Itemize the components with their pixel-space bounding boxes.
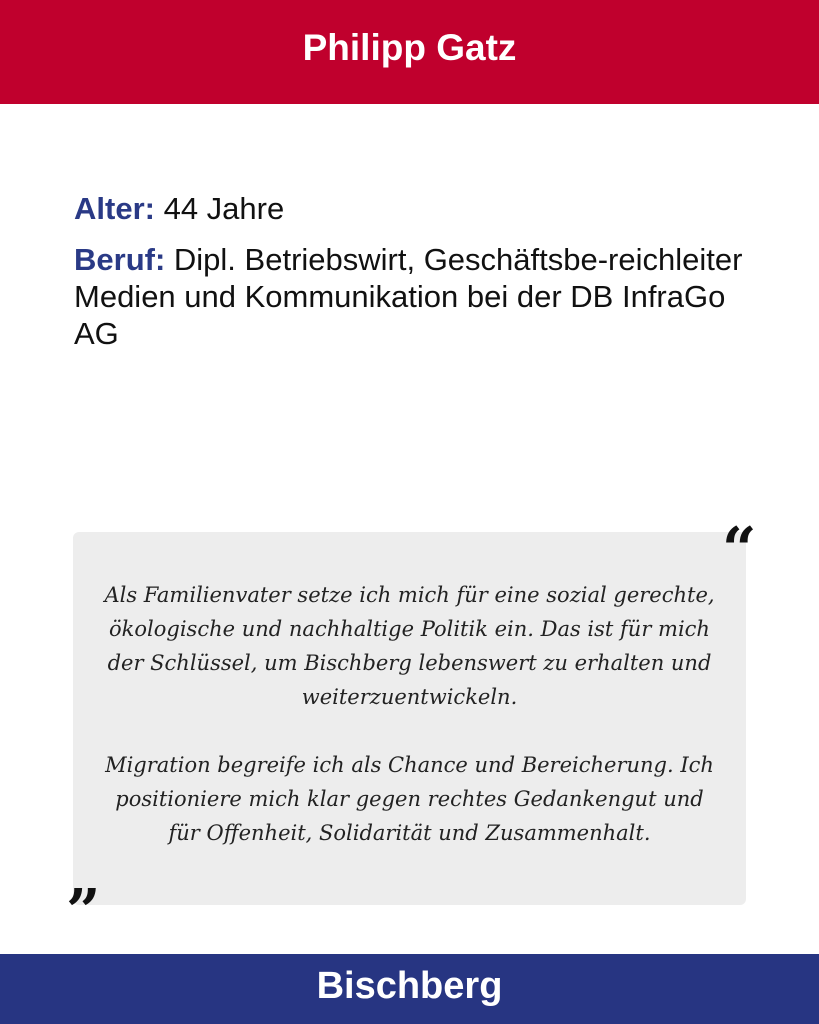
quote-box <box>73 532 746 905</box>
header-bar <box>0 0 819 104</box>
quote-paragraph-1: Als Familienvater setze ich mich für eine sozial gerechte, ökologische und nachhaltige Politik ein. Das ist für mich der Schlüssel, um Bischberg lebenswert zu erhalten und weiterzuentwickeln. <box>104 583 715 709</box>
place-name: Bischberg <box>316 964 503 1007</box>
quote-open-icon: “ <box>722 515 757 585</box>
age-value: 44 Jahre <box>163 191 285 226</box>
quote-paragraph-2: Migration begreife ich als Chance und Bereicherung. Ich positioniere mich klar gegen rechtes Gedankengut und für Offenheit, Solidarität und Zusammenhalt. <box>105 753 714 845</box>
age-label: Alter: <box>74 191 155 226</box>
age-row <box>74 190 754 227</box>
footer-bar <box>0 954 819 1024</box>
job-label: Beruf: <box>74 242 166 277</box>
quote-close-icon: ” <box>66 877 101 947</box>
candidate-info <box>74 190 754 352</box>
job-row <box>74 241 754 352</box>
job-value: Dipl. Betriebswirt, Geschäftsbe-reichleiter Medien und Kommunikation bei der DB InfraGo AG <box>74 242 743 351</box>
candidate-name: Philipp Gatz <box>302 27 517 68</box>
